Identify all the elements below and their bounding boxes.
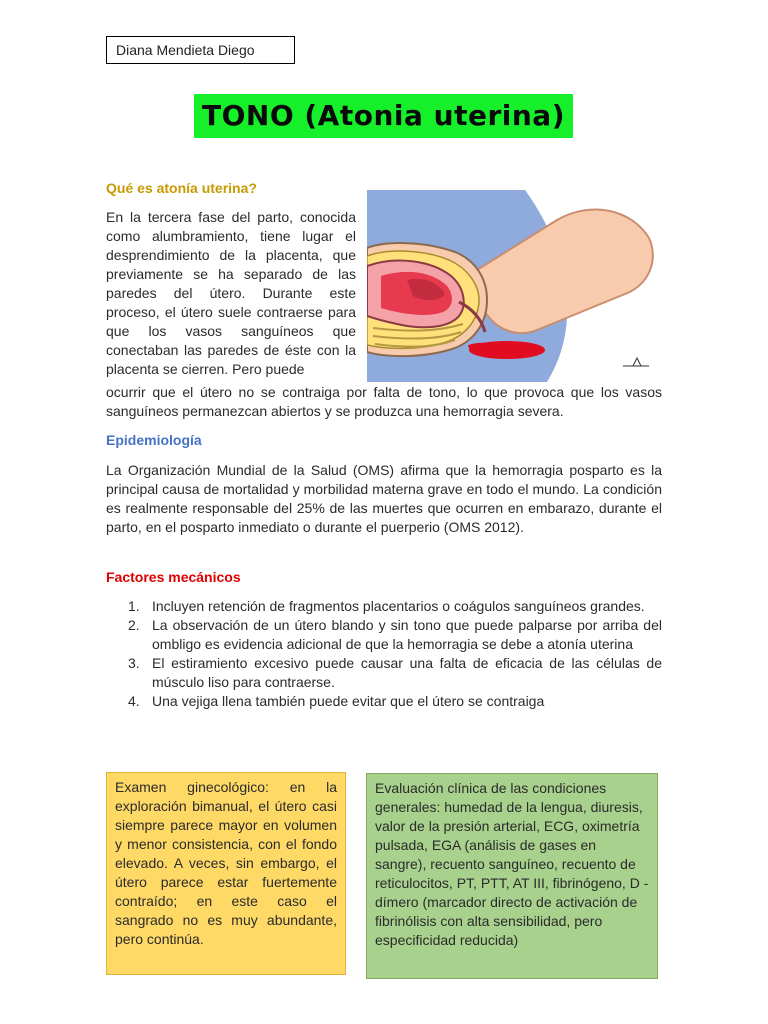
list-item [106, 597, 662, 616]
list-item-text: Una vejiga llena también puede evitar que el útero se contraiga [152, 693, 545, 709]
page-title: TONO (Atonia uterina) [194, 94, 573, 138]
list-item [106, 692, 662, 711]
section-heading-epidemiologia: Epidemiología [106, 432, 202, 448]
section-heading-atonia: Qué es atonía uterina? [106, 180, 257, 196]
evaluacion-clinica-box: Evaluación clínica de las condiciones generales: humedad de la lengua, diuresis, valor de la presión arterial, ECG, oximetría pulsada, EGA (análisis de gases en sangre), recuento sanguíneo, recuento de reticulocitos, PT, PTT, AT III, fibrinógeno, D -dímero (marcador directo de activación de fibrinólisis con alta sensibilidad, pero especificidad reducida) [366, 773, 658, 979]
examen-ginecologico-box: Examen ginecológico: en la exploración bimanual, el útero casi siempre parece mayor en volumen y menor consistencia, con el fondo elevado. A veces, sin embargo, el útero parece estar fuertemente contraído; en este caso el sangrado no es muy abundante, pero continúa. [106, 772, 346, 975]
list-item-number: 1. [128, 598, 140, 614]
atonia-description-wrapped: En la tercera fase del parto, conocida como alumbramiento, tiene lugar el desprendimiento de la placenta, que previamente se ha separado de las paredes del útero. Durante este proceso, el útero suele contraerse para que los vasos sanguíneos que conectaban las paredes de éste con la placenta se cierren. Pero puede [106, 209, 356, 377]
section-heading-factores: Factores mecánicos [106, 569, 241, 585]
list-item [106, 654, 662, 692]
list-item-text: El estiramiento excesivo puede causar una falta de eficacia de las células de músculo liso para contraerse. [152, 655, 662, 690]
list-item-number: 4. [128, 693, 140, 709]
atonia-description-continued: ocurrir que el útero no se contraiga por falta de tono, lo que provoca que los vasos sanguíneos permanezcan abiertos y se produzca una hemorragia severa. [106, 384, 662, 419]
list-item-number: 3. [128, 655, 140, 671]
list-item-text: La observación de un útero blando y sin tono que puede palparse por arriba del ombligo es evidencia adicional de que la hemorragia se debe a atonía uterina [152, 617, 662, 652]
factores-list [106, 597, 662, 711]
epidemiologia-text: La Organización Mundial de la Salud (OMS) afirma que la hemorragia posparto es la principal causa de mortalidad y morbilidad materna grave en todo el mundo. La condición es realmente responsable del 25% de las muertes que ocurren en embarazo, durante el parto, en el posparto inmediato o durante el puerperio (OMS 2012). [106, 462, 662, 535]
list-item-number: 2. [128, 617, 140, 633]
list-item [106, 616, 662, 654]
uterine-atony-illustration [367, 190, 661, 382]
list-item-text: Incluyen retención de fragmentos placentarios o coágulos sanguíneos grandes. [152, 598, 645, 614]
author-name-box: Diana Mendieta Diego [106, 36, 295, 64]
